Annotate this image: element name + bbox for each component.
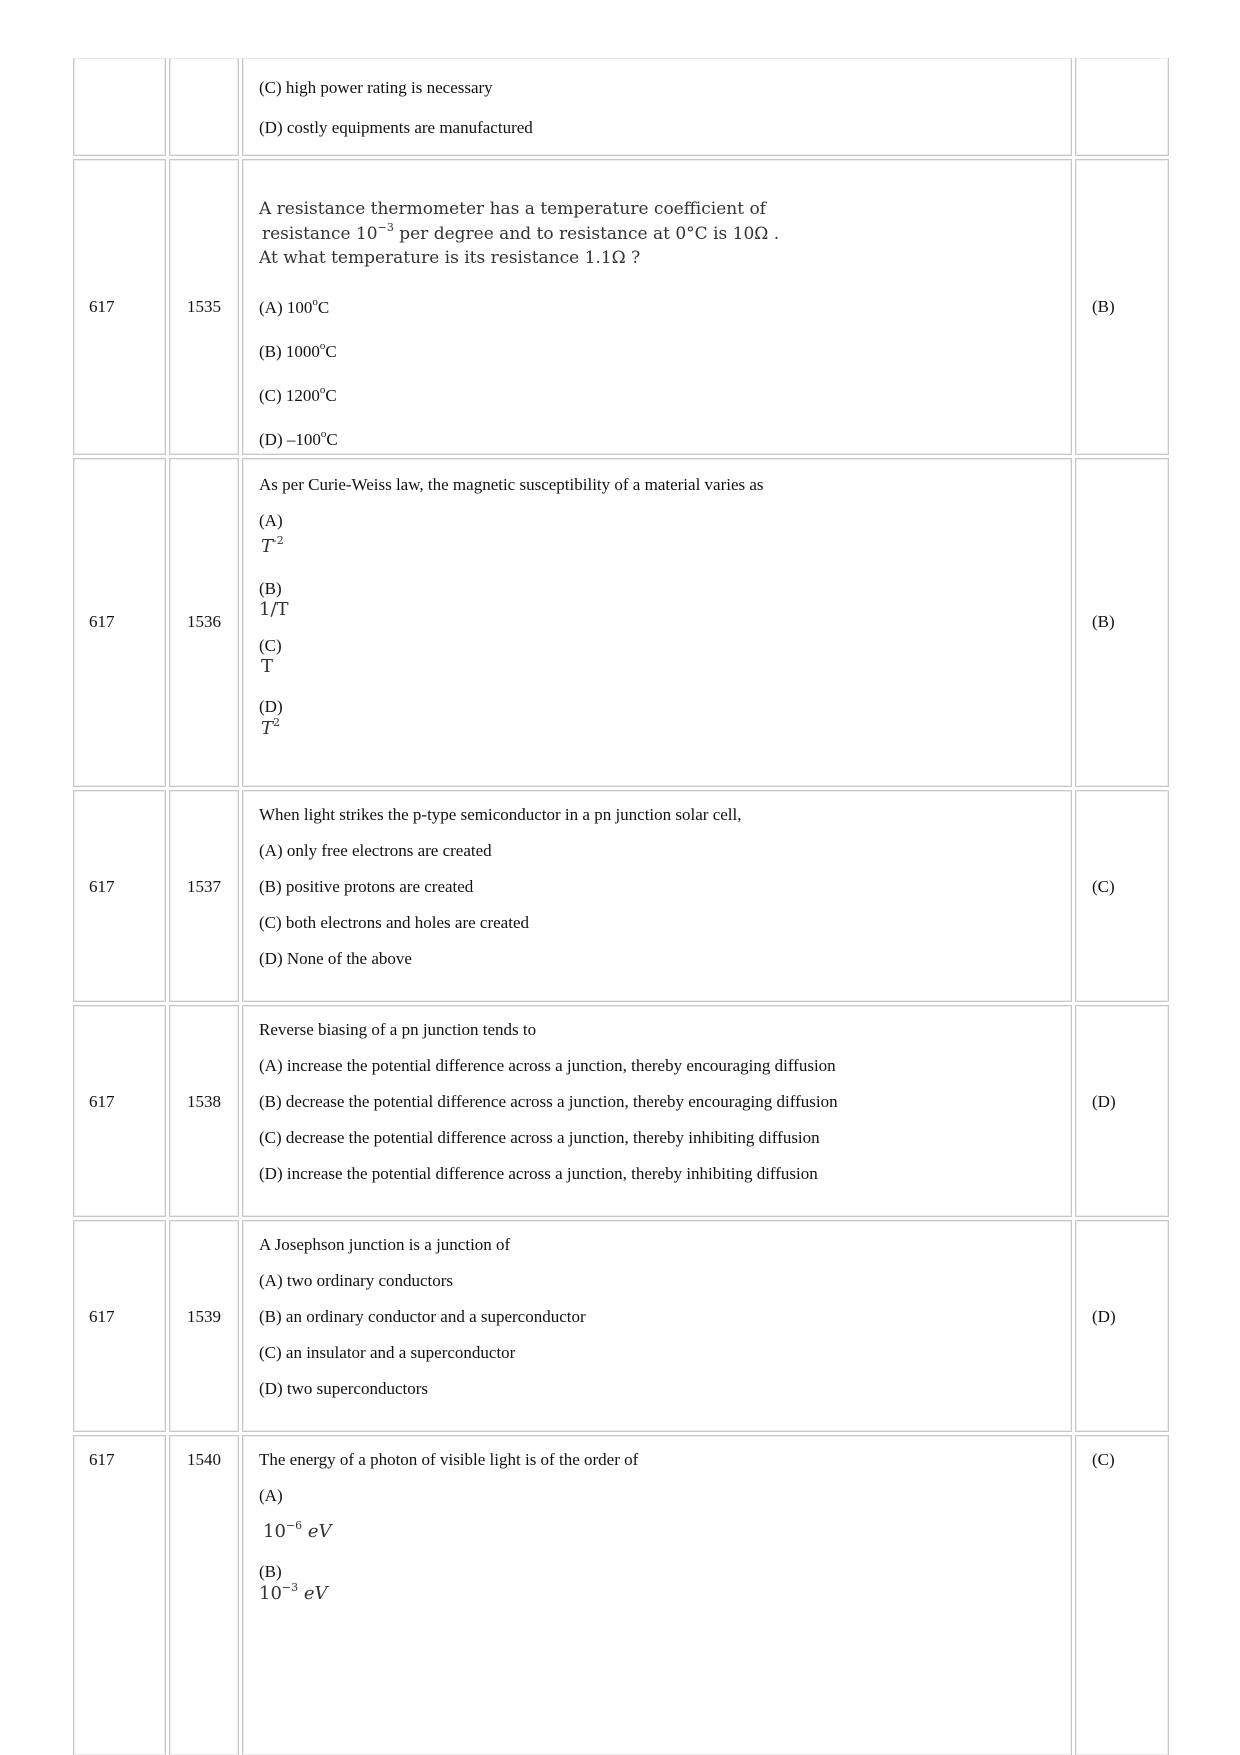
option-a: (A) two ordinary conductors	[259, 1271, 454, 1290]
question-cell	[242, 58, 1072, 156]
answer-key: (B)	[1092, 297, 1115, 316]
option-a: (A) increase the potential difference across a junction, thereby encouraging diffusion	[259, 1056, 836, 1075]
option-d-formula: $T^2$	[261, 716, 281, 739]
table-row	[73, 1220, 1169, 1432]
sl-cell	[73, 159, 166, 455]
table-row	[73, 1435, 1169, 1755]
answer-cell	[1075, 458, 1169, 787]
sl-number: 617	[89, 612, 115, 631]
question-number: 1536	[187, 612, 221, 631]
answer-cell	[1075, 1005, 1169, 1217]
table-row	[73, 58, 1169, 156]
question-text: A Josephson junction is a junction of	[259, 1235, 511, 1254]
option-c: (C) both electrons and holes are created	[259, 913, 529, 932]
option-d: (D) increase the potential difference across a junction, thereby inhibiting diffusion	[259, 1164, 818, 1183]
answer-cell	[1075, 1435, 1169, 1755]
option-c: (C) 1200$^o$C	[259, 384, 337, 405]
option-c-formula: T	[261, 656, 274, 677]
question-text-line: A resistance thermometer has a temperature coefficient of	[259, 199, 766, 219]
question-cell	[242, 790, 1072, 1002]
option-b-formula: $10^{-3}$ eV	[259, 1581, 328, 1604]
sl-cell	[73, 790, 166, 1002]
question-number: 1538	[187, 1092, 221, 1111]
question-cell	[242, 1005, 1072, 1217]
table-row	[73, 1005, 1169, 1217]
sl-cell	[73, 1005, 166, 1217]
question-number-cell	[169, 458, 239, 787]
option-a: (A) 100$^o$C	[259, 296, 330, 317]
answer-cell	[1075, 790, 1169, 1002]
answer-key: (D)	[1092, 1307, 1116, 1326]
question-table	[73, 58, 1169, 1755]
sl-cell	[73, 1220, 166, 1432]
option-a-formula: $10^{-6}$ eV	[263, 1519, 332, 1542]
question-text-line: At what temperature is its resistance 1.1Ω ?	[259, 248, 641, 268]
question-number-cell	[169, 790, 239, 1002]
option-c-label: (C)	[259, 636, 282, 655]
answer-cell	[1075, 159, 1169, 455]
sl-number: 617	[89, 1450, 115, 1469]
answer-cell	[1075, 58, 1169, 156]
sl-number: 617	[89, 1307, 115, 1326]
option-d: (D) None of the above	[259, 949, 412, 968]
option-b-label: (B)	[259, 579, 282, 598]
sl-number: 617	[89, 877, 115, 896]
option-a: (A) only free electrons are created	[259, 841, 492, 860]
question-text: Reverse biasing of a pn junction tends to	[259, 1020, 537, 1039]
answer-cell	[1075, 1220, 1169, 1432]
answer-key: (B)	[1092, 612, 1115, 631]
question-cell	[242, 159, 1072, 455]
option-b: (B) an ordinary conductor and a superconductor	[259, 1307, 586, 1326]
question-cell	[242, 1435, 1072, 1755]
sl-number: 617	[89, 297, 115, 316]
question-number-cell	[169, 159, 239, 455]
sl-cell	[73, 1435, 166, 1755]
question-cell	[242, 458, 1072, 787]
option-d: (D) two superconductors	[259, 1379, 429, 1398]
option-c: (C) decrease the potential difference across a junction, thereby inhibiting diffusion	[259, 1128, 820, 1147]
option-a-label: (A)	[259, 1486, 283, 1505]
answer-key: (D)	[1092, 1092, 1116, 1111]
table-row	[73, 159, 1169, 455]
answer-key: (C)	[1092, 1450, 1115, 1469]
option-b: (B) 1000$^o$C	[259, 340, 337, 361]
table-row	[73, 458, 1169, 787]
question-number-cell	[169, 1005, 239, 1217]
option-c: (C) an insulator and a superconductor	[259, 1343, 516, 1362]
option-b: (B) positive protons are created	[259, 877, 474, 896]
question-number-cell	[169, 58, 239, 156]
option-d: (D) costly equipments are manufactured	[259, 118, 533, 137]
option-d-label: (D)	[259, 697, 283, 716]
option-a-formula: $T^{-2}$	[261, 534, 284, 557]
table-row	[73, 790, 1169, 1002]
option-b-formula: 1/T	[259, 599, 289, 620]
question-number: 1540	[187, 1450, 221, 1469]
option-b-label: (B)	[259, 1562, 282, 1581]
sl-number: 617	[89, 1092, 115, 1111]
answer-key: (C)	[1092, 877, 1115, 896]
option-b: (B) decrease the potential difference across a junction, thereby encouraging diffusion	[259, 1092, 838, 1111]
sl-cell	[73, 58, 166, 156]
question-number: 1535	[187, 297, 221, 316]
question-number: 1539	[187, 1307, 221, 1326]
question-text-line: resistance $10^{-3}$ per degree and to resistance at 0°C is 10Ω .	[262, 221, 780, 244]
option-c: (C) high power rating is necessary	[259, 78, 493, 97]
question-text: The energy of a photon of visible light is of the order of	[259, 1450, 639, 1469]
question-cell	[242, 1220, 1072, 1432]
question-number-cell	[169, 1220, 239, 1432]
question-text: As per Curie-Weiss law, the magnetic susceptibility of a material varies as	[259, 475, 764, 494]
question-number: 1537	[187, 877, 221, 896]
question-number-cell	[169, 1435, 239, 1755]
question-text: When light strikes the p-type semiconductor in a pn junction solar cell,	[259, 805, 742, 824]
option-d: (D) –100$^o$C	[259, 428, 338, 449]
option-a-label: (A)	[259, 511, 283, 530]
sl-cell	[73, 458, 166, 787]
